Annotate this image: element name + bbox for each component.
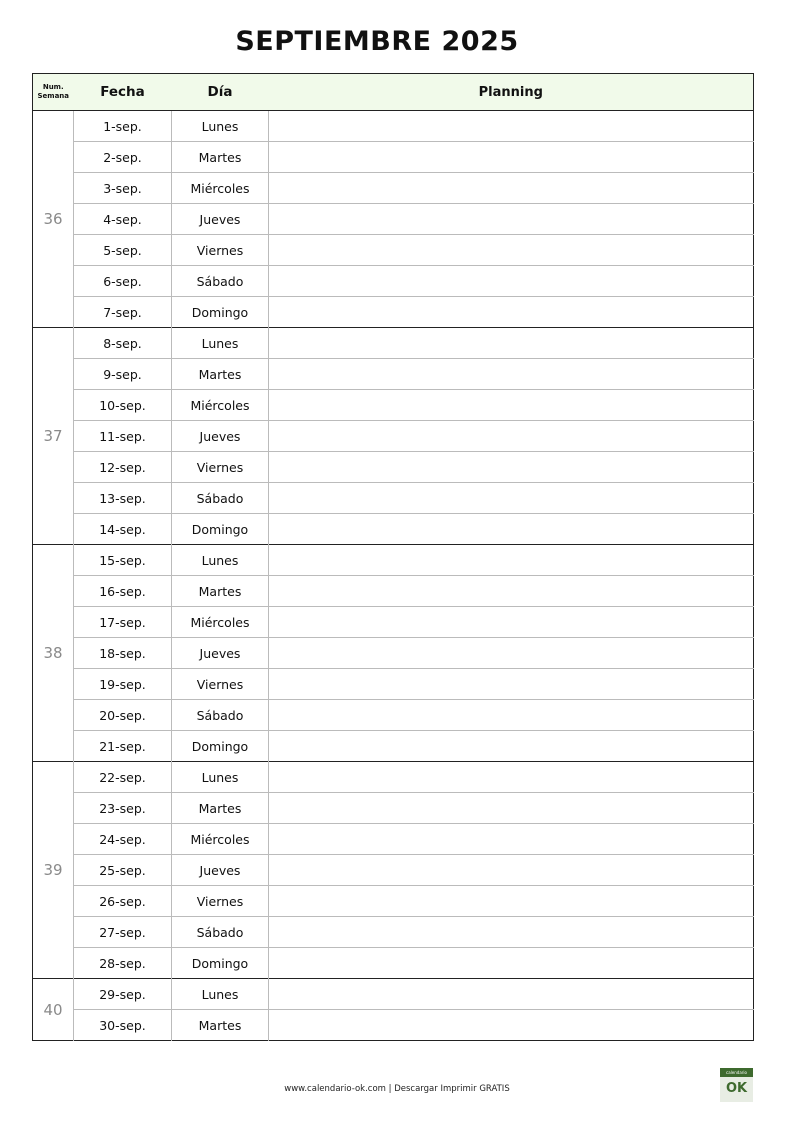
date-cell: 25-sep. xyxy=(74,855,172,886)
planning-cell[interactable] xyxy=(269,390,754,421)
table-row xyxy=(33,421,754,452)
date-cell: 15-sep. xyxy=(74,545,172,576)
planning-cell[interactable] xyxy=(269,731,754,762)
header-row xyxy=(33,74,754,111)
header-planning: Planning xyxy=(269,74,754,111)
day-cell: Sábado xyxy=(172,700,269,731)
footer-text: www.calendario-ok.com | Descargar Imprimir GRATIS xyxy=(284,1084,510,1094)
day-cell: Martes xyxy=(172,359,269,390)
day-cell: Domingo xyxy=(172,297,269,328)
planning-cell[interactable] xyxy=(269,855,754,886)
table-row xyxy=(33,917,754,948)
table-row xyxy=(33,204,754,235)
date-cell: 4-sep. xyxy=(74,204,172,235)
table-row xyxy=(33,390,754,421)
day-cell: Lunes xyxy=(172,328,269,359)
logo-ok-text: OK xyxy=(725,1081,748,1096)
day-cell: Sábado xyxy=(172,266,269,297)
table-row xyxy=(33,1010,754,1041)
day-cell: Viernes xyxy=(172,235,269,266)
table-row xyxy=(33,235,754,266)
table-row xyxy=(33,359,754,390)
date-cell: 3-sep. xyxy=(74,173,172,204)
day-cell: Jueves xyxy=(172,204,269,235)
planner-body xyxy=(33,111,754,1041)
day-cell: Viernes xyxy=(172,886,269,917)
day-cell: Lunes xyxy=(172,545,269,576)
table-row xyxy=(33,855,754,886)
table-row xyxy=(33,452,754,483)
planning-cell[interactable] xyxy=(269,297,754,328)
planning-cell[interactable] xyxy=(269,204,754,235)
date-cell: 1-sep. xyxy=(74,111,172,142)
calendario-ok-logo xyxy=(720,1068,753,1102)
day-cell: Lunes xyxy=(172,762,269,793)
date-cell: 29-sep. xyxy=(74,979,172,1010)
date-cell: 21-sep. xyxy=(74,731,172,762)
date-cell: 17-sep. xyxy=(74,607,172,638)
planning-cell[interactable] xyxy=(269,948,754,979)
table-row xyxy=(33,545,754,576)
table-row xyxy=(33,886,754,917)
day-cell: Domingo xyxy=(172,731,269,762)
planning-cell[interactable] xyxy=(269,359,754,390)
date-cell: 12-sep. xyxy=(74,452,172,483)
planning-cell[interactable] xyxy=(269,824,754,855)
planning-cell[interactable] xyxy=(269,173,754,204)
day-cell: Martes xyxy=(172,576,269,607)
table-row xyxy=(33,514,754,545)
date-cell: 13-sep. xyxy=(74,483,172,514)
date-cell: 27-sep. xyxy=(74,917,172,948)
table-row xyxy=(33,483,754,514)
week-number: 36 xyxy=(33,111,74,328)
date-cell: 11-sep. xyxy=(74,421,172,452)
logo-top-text: calendario xyxy=(720,1068,753,1077)
day-cell: Viernes xyxy=(172,452,269,483)
table-row xyxy=(33,948,754,979)
date-cell: 8-sep. xyxy=(74,328,172,359)
day-cell: Sábado xyxy=(172,917,269,948)
table-row xyxy=(33,111,754,142)
planning-cell[interactable] xyxy=(269,142,754,173)
day-cell: Miércoles xyxy=(172,173,269,204)
header-week-line1: Num. xyxy=(42,83,64,91)
day-cell: Domingo xyxy=(172,948,269,979)
day-cell: Viernes xyxy=(172,669,269,700)
day-cell: Martes xyxy=(172,1010,269,1041)
table-row xyxy=(33,638,754,669)
day-cell: Domingo xyxy=(172,514,269,545)
header-day: Día xyxy=(172,74,269,111)
planning-cell[interactable] xyxy=(269,1010,754,1041)
day-cell: Martes xyxy=(172,142,269,173)
date-cell: 22-sep. xyxy=(74,762,172,793)
date-cell: 2-sep. xyxy=(74,142,172,173)
table-row xyxy=(33,762,754,793)
date-cell: 14-sep. xyxy=(74,514,172,545)
planning-cell[interactable] xyxy=(269,421,754,452)
planning-cell[interactable] xyxy=(269,607,754,638)
day-cell: Jueves xyxy=(172,638,269,669)
table-row xyxy=(33,328,754,359)
week-number: 37 xyxy=(33,328,74,545)
planning-cell[interactable] xyxy=(269,111,754,142)
date-cell: 7-sep. xyxy=(74,297,172,328)
table-row xyxy=(33,607,754,638)
day-cell: Miércoles xyxy=(172,824,269,855)
planning-cell[interactable] xyxy=(269,638,754,669)
date-cell: 10-sep. xyxy=(74,390,172,421)
planning-cell[interactable] xyxy=(269,886,754,917)
planning-cell[interactable] xyxy=(269,762,754,793)
table-row xyxy=(33,297,754,328)
date-cell: 6-sep. xyxy=(74,266,172,297)
table-row xyxy=(33,142,754,173)
table-row xyxy=(33,793,754,824)
date-cell: 5-sep. xyxy=(74,235,172,266)
date-cell: 26-sep. xyxy=(74,886,172,917)
header-week-line2: Semana xyxy=(37,92,69,100)
header-week-number xyxy=(33,74,74,111)
planning-cell[interactable] xyxy=(269,576,754,607)
planning-cell[interactable] xyxy=(269,793,754,824)
day-cell: Lunes xyxy=(172,979,269,1010)
planning-cell[interactable] xyxy=(269,235,754,266)
planning-cell[interactable] xyxy=(269,917,754,948)
table-row xyxy=(33,824,754,855)
date-cell: 24-sep. xyxy=(74,824,172,855)
planning-cell[interactable] xyxy=(269,452,754,483)
date-cell: 18-sep. xyxy=(74,638,172,669)
week-number: 38 xyxy=(33,545,74,762)
date-cell: 16-sep. xyxy=(74,576,172,607)
header-date: Fecha xyxy=(74,74,172,111)
day-cell: Miércoles xyxy=(172,390,269,421)
planner-table xyxy=(32,73,754,1041)
table-row xyxy=(33,576,754,607)
planning-cell[interactable] xyxy=(269,545,754,576)
planning-cell[interactable] xyxy=(269,979,754,1010)
table-row xyxy=(33,266,754,297)
week-number: 40 xyxy=(33,979,74,1041)
table-row xyxy=(33,731,754,762)
planning-cell[interactable] xyxy=(269,266,754,297)
day-cell: Lunes xyxy=(172,111,269,142)
day-cell: Sábado xyxy=(172,483,269,514)
date-cell: 9-sep. xyxy=(74,359,172,390)
week-number: 39 xyxy=(33,762,74,979)
day-cell: Jueves xyxy=(172,855,269,886)
day-cell: Jueves xyxy=(172,421,269,452)
day-cell: Martes xyxy=(172,793,269,824)
table-row xyxy=(33,173,754,204)
table-row xyxy=(33,700,754,731)
planning-cell[interactable] xyxy=(269,328,754,359)
planning-cell[interactable] xyxy=(269,483,754,514)
table-row xyxy=(33,979,754,1010)
date-cell: 20-sep. xyxy=(74,700,172,731)
planning-cell[interactable] xyxy=(269,514,754,545)
date-cell: 28-sep. xyxy=(74,948,172,979)
date-cell: 19-sep. xyxy=(74,669,172,700)
date-cell: 30-sep. xyxy=(74,1010,172,1041)
page-title: SEPTIEMBRE 2025 xyxy=(235,26,519,57)
table-row xyxy=(33,669,754,700)
planning-cell[interactable] xyxy=(269,700,754,731)
day-cell: Miércoles xyxy=(172,607,269,638)
planning-cell[interactable] xyxy=(269,669,754,700)
date-cell: 23-sep. xyxy=(74,793,172,824)
